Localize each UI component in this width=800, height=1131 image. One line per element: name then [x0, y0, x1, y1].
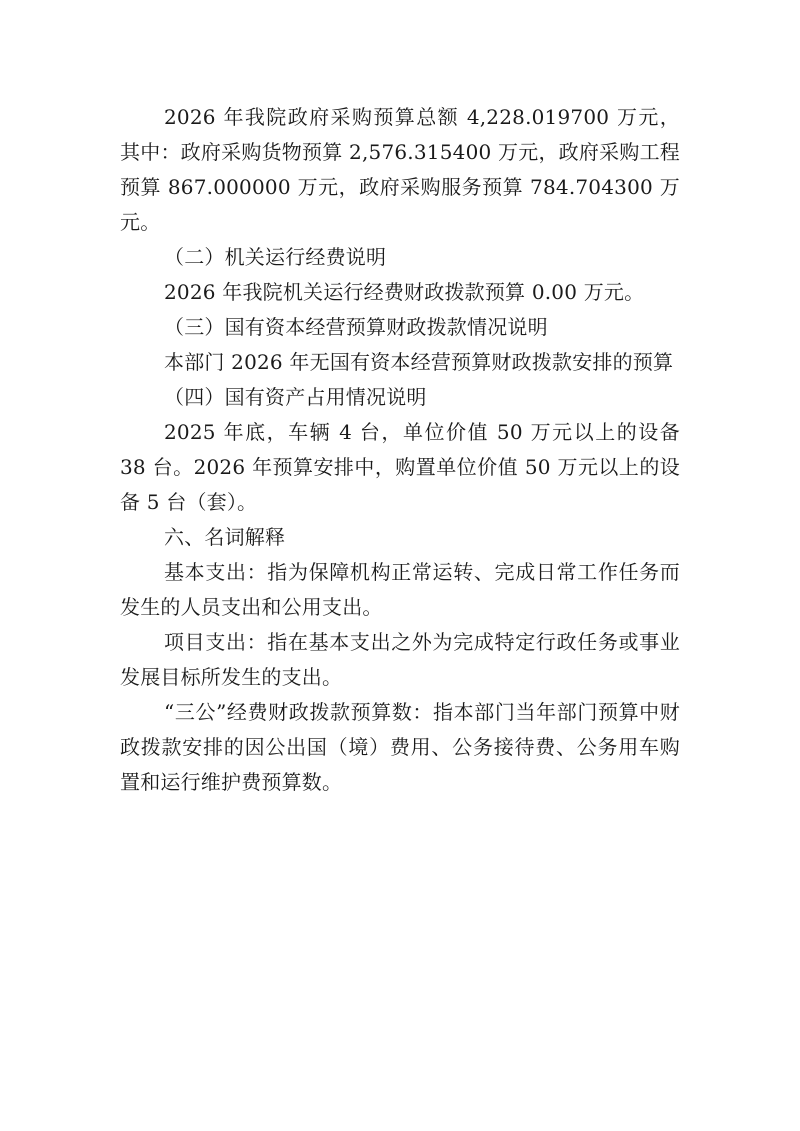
paragraph-state-assets: 2025 年底，车辆 4 台，单位价值 50 万元以上的设备 38 台。2026 年预算安排中，购置单位价值 50 万元以上的设备 5 台（套）。: [120, 420, 680, 514]
paragraph-state-capital: 本部门 2026 年无国有资本经营预算财政拨款安排的预算: [164, 350, 674, 374]
paragraph-three-public-expenses: “三公”经费财政拨款预算数：指本部门当年部门预算中财政拨款安排的因公出国（境）费用、公务接待费、公务用车购置和运行维护费预算数。: [120, 700, 680, 794]
document-body: [120, 100, 680, 800]
paragraph-operating-costs: 2026 年我院机关运行经费财政拨款预算 0.00 万元。: [164, 280, 645, 304]
paragraph-basic-expenditure: 基本支出：指为保障机构正常运转、完成日常工作任务而发生的人员支出和公用支出。: [120, 560, 680, 619]
subheading-state-capital: （三）国有资本经营预算财政拨款情况说明: [164, 315, 548, 339]
subheading-operating-costs: （二）机关运行经费说明: [164, 245, 387, 269]
subheading-glossary: 六、名词解释: [164, 525, 286, 549]
paragraph-procurement-summary: 2026 年我院政府采购预算总额 4,228.019700 万元，其中：政府采购货物预算 2,576.315400 万元，政府采购工程预算 867.000000 万元，政府采购服务预算 784.704300 万元。: [120, 105, 680, 234]
paragraph-project-expenditure: 项目支出：指在基本支出之外为完成特定行政任务或事业发展目标所发生的支出。: [120, 630, 680, 689]
subheading-state-assets: （四）国有资产占用情况说明: [164, 385, 427, 409]
